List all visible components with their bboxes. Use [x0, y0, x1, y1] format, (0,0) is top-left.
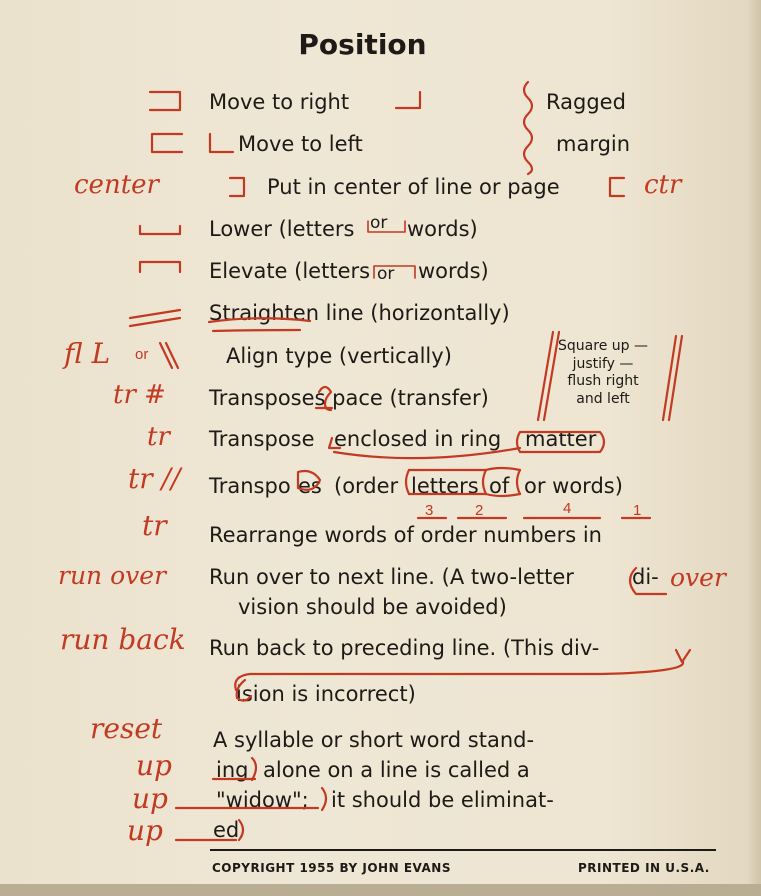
run-back-caret	[676, 650, 690, 662]
transpose-order-rings	[406, 470, 520, 494]
lower-text-b: words)	[407, 217, 478, 241]
transpose-order-text-c: (order	[334, 474, 399, 498]
center-text: Put in center of line or page	[267, 175, 560, 199]
ctr-handwritten: ctr	[644, 170, 682, 200]
elevate-text-a: Elevate (letters	[209, 259, 371, 283]
run-back-handwritten: run back	[60, 623, 186, 656]
ragged-margin-wave	[524, 82, 532, 174]
ragged-text: Ragged	[546, 90, 626, 114]
align-parallel-mark	[160, 343, 178, 368]
up-handwritten-1: up	[136, 749, 172, 782]
tr2-handwritten: tr	[142, 509, 167, 542]
move-right-inline-mark	[396, 92, 420, 108]
run-over-di-text: di-	[632, 565, 659, 589]
up-handwritten-3: up	[127, 814, 163, 847]
justify-line: justify —	[572, 355, 634, 372]
rearrange-text: Rearrange words of order numbers in	[209, 523, 602, 547]
run-back-text-2: ision is incorrect)	[236, 682, 416, 706]
move-right-text: Move to right	[209, 90, 350, 114]
transpose-es-ring	[298, 471, 320, 490]
lower-text-a: Lower (letters	[209, 217, 355, 241]
move-left-inline-mark	[210, 134, 233, 152]
widow-ing-mark	[213, 758, 256, 780]
over-handwritten: over	[670, 563, 726, 592]
flush-right-line: flush right	[567, 373, 639, 389]
transpose-caret	[329, 438, 340, 448]
widow-text-2a: ing	[216, 758, 249, 782]
widow-text-3a: "widow";	[216, 788, 309, 812]
move-left-bracket-mark	[152, 134, 182, 152]
printed-text: PRINTED IN U.S.A.	[578, 861, 710, 875]
up-handwritten-2: up	[132, 782, 168, 815]
widow-text-1: A syllable or short word stand-	[213, 728, 535, 752]
square-up-left-lines	[538, 332, 559, 420]
move-right-bracket-mark	[150, 92, 180, 110]
transpose-ring-text-c: matter	[525, 427, 597, 451]
tr-parallel-handwritten: tr //	[128, 462, 181, 495]
elevate-inline-mark	[374, 266, 415, 278]
order-number-3: 4	[563, 500, 572, 517]
reset-handwritten: reset	[90, 712, 163, 745]
straighten-mark	[130, 310, 180, 326]
widow-text-2b: alone on a line is called a	[263, 758, 530, 782]
margin-text: margin	[556, 132, 631, 156]
run-over-ring	[630, 565, 666, 594]
center-left-bracket	[230, 178, 244, 196]
transpose-order-text-f: or words)	[524, 474, 623, 498]
transpose-order-text-d: letters	[411, 474, 479, 498]
tr-hash-handwritten: tr #	[113, 380, 166, 410]
copyright-text: COPYRIGHT 1955 BY JOHN EVANS	[212, 861, 451, 875]
widow-ed-mark	[176, 820, 243, 840]
run-over-handwritten: run over	[58, 561, 167, 590]
straighten-underline	[209, 318, 310, 322]
transpose-ring-text-b: enclosed in ring	[334, 427, 502, 451]
transpose-order-box	[409, 468, 520, 496]
and-left-line: and left	[576, 390, 630, 407]
run-back-hook	[237, 680, 251, 701]
transpose-order-text-b: es	[298, 474, 322, 498]
order-number-4: 1	[633, 502, 642, 519]
elevate-or-text: or	[377, 264, 395, 284]
move-left-text: Move to left	[238, 132, 363, 156]
square-up-right-lines	[663, 336, 682, 420]
elevate-mark	[140, 262, 180, 272]
transpose-order-text-a: Transpo	[209, 474, 291, 498]
transpose-ring-link	[334, 448, 520, 458]
widow-quote-mark	[176, 788, 326, 810]
square-up-line: Square up —	[558, 338, 648, 354]
order-number-2: 2	[475, 502, 484, 519]
tr-handwritten: tr	[147, 422, 170, 452]
run-over-text-1: Run over to next line. (A two-letter	[209, 565, 574, 589]
run-back-line	[235, 662, 683, 690]
page-title: Position	[298, 28, 427, 61]
run-back-text-1: Run back to preceding line. (This div-	[209, 636, 600, 660]
widow-text-3b: it should be eliminat-	[331, 788, 554, 812]
order-number-1: 3	[425, 502, 434, 519]
straighten-underline-2	[213, 330, 300, 331]
fl-l-handwritten: fl L	[64, 337, 111, 370]
lower-inline-mark	[368, 221, 405, 232]
transpose-order-text-e: of	[489, 474, 510, 498]
straighten-text: Straighten line (horizontally)	[209, 301, 510, 325]
center-right-bracket	[610, 178, 624, 196]
lower-mark	[140, 226, 180, 234]
align-text: Align type (vertically)	[226, 344, 452, 368]
matter-ring	[517, 432, 604, 452]
lower-or-text: or	[370, 213, 388, 233]
transpose-space-curl	[319, 387, 331, 410]
transpose-ring-text-a: Transpose	[209, 427, 315, 451]
or-handwritten: or	[135, 346, 149, 363]
elevate-text-b: words)	[418, 259, 489, 283]
center-handwritten: center	[74, 170, 159, 200]
run-over-text-2: vision should be avoided)	[238, 595, 507, 619]
transpose-space-text: Transposes pace (transfer)	[209, 386, 489, 410]
widow-text-4: ed	[213, 818, 240, 842]
